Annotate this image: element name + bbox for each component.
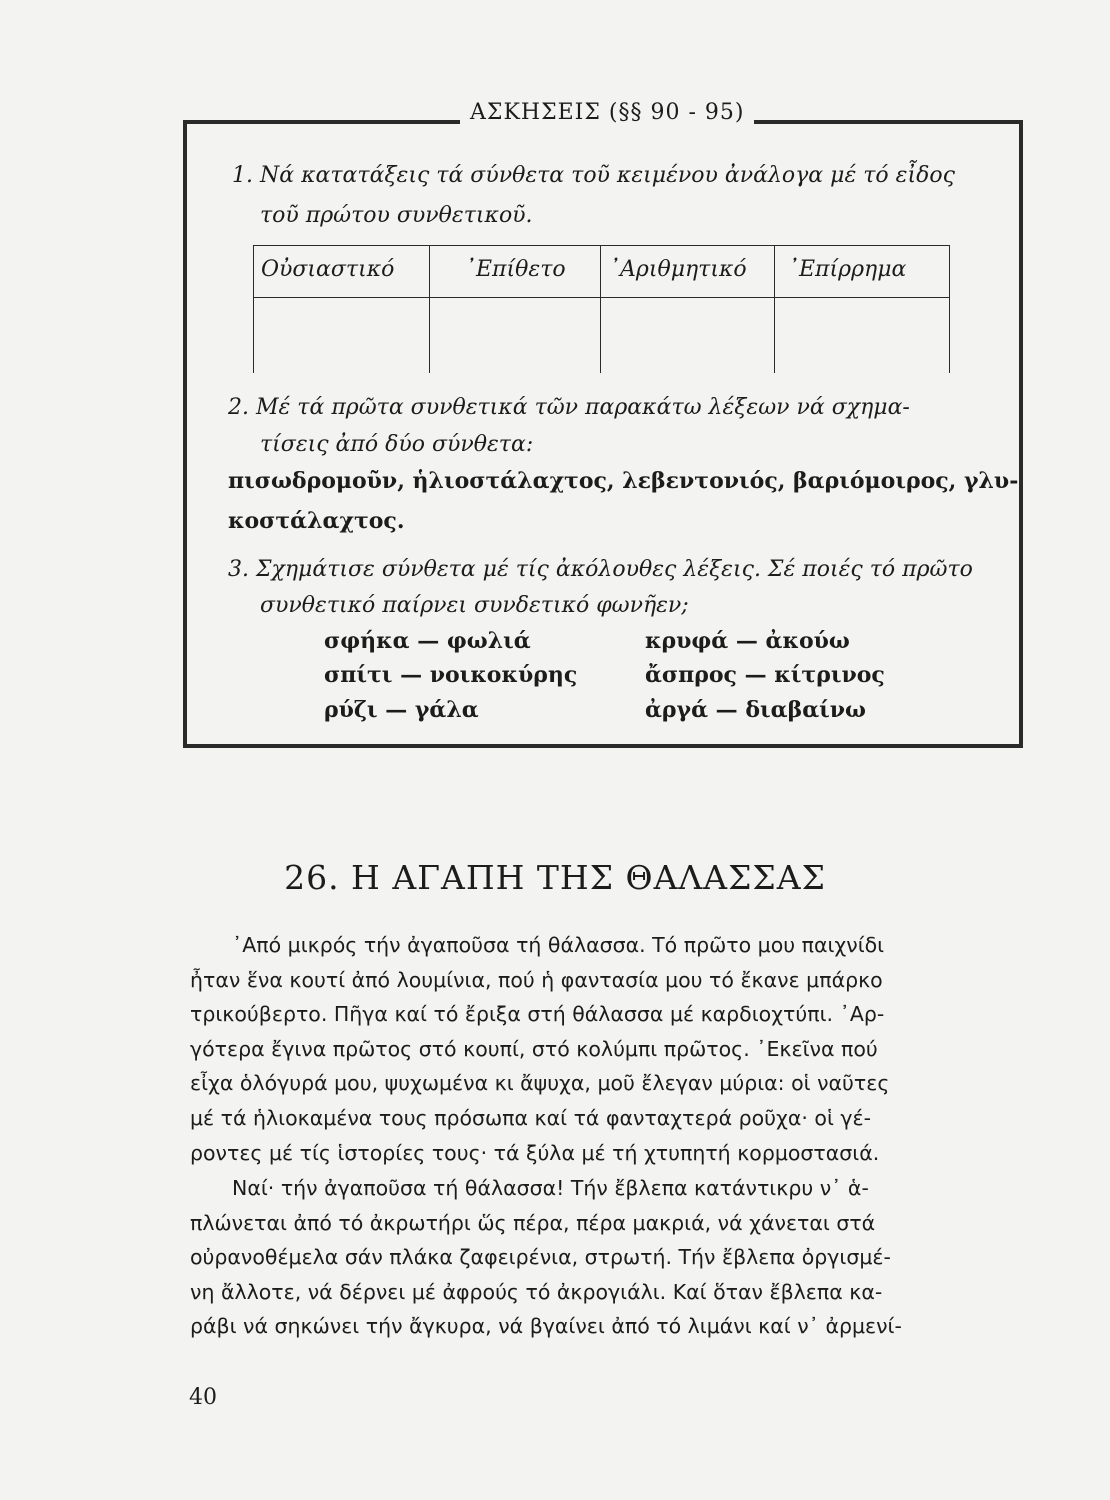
table-header-adjective: ᾿Επίθετο [465,257,566,282]
exercise-3-text: 3. Σχημάτισε σύνθετα μέ τίς ἀκόλουθες λέξεις. Σέ ποιές τό πρῶτο [228,557,973,582]
exercise-1-text-cont: τοῦ πρώτου συνθετικοῦ. [260,203,533,228]
exercises-header: ΑΣΚΗΣΕΙΣ (§§ 90 - 95) [460,100,754,125]
text-line: ἦταν ἕνα κουτί ἀπό λουμίνια, πού ἡ φαντασία μου τό ἔκανε μπάρκο [190,967,883,992]
exercise-2-text-cont: τίσεις ἀπό δύο σύνθετα: [260,432,534,457]
text-line: οὐρανοθέμελα σάν πλάκα ζαφειρένια, στρωτή. Τήν ἔβλεπα ὀργισμέ- [190,1245,891,1270]
text-line: εἶχα ὁλόγυρά μου, ψυχωμένα κι ἄψυχα, μοῦ ἔλεγαν μύρια: οἱ ναῦτες [190,1071,890,1096]
exercise-3-text-cont: συνθετικό παίρνει συνδετικό φωνῆεν; [260,593,689,618]
text-line: πλώνεται ἀπό τό ἀκρωτήρι ὥς πέρα, πέρα μακριά, νά χάνεται στά [190,1210,876,1235]
page-number: 40 [189,1385,217,1410]
word-pair: ἀργά — διαβαίνω [645,697,866,723]
exercise-2-words: πισωδρομοῦν, ἡλιοστάλαχτος, λεβεντονιός, βαριόμοιρος, γλυ- [228,468,1019,494]
exercise-2-words-cont: κοστάλαχτος. [228,508,405,534]
paragraph-1-cont [190,963,1028,1171]
paragraph-2 [232,1171,1070,1206]
word-pair: ρύζι — γάλα [324,697,479,723]
text-line: τρικούβερτο. Πῆγα καί τό ἔριξα στή θάλασσα μέ καρδιοχτύπι. ᾿Αρ- [190,1002,885,1027]
exercise-1-text: 1. Νά κατατάξεις τά σύνθετα τοῦ κειμένου ἀνάλογα μέ τό εἶδος [232,163,955,188]
text-line: ροντες μέ τίς ἱστορίες τους· τά ξύλα μέ τή χτυπητή κορμοστασιά. [190,1140,880,1165]
word-pair: σπίτι — νοικοκύρης [324,662,578,688]
paragraph-2-cont [190,1206,1028,1344]
text-line: γότερα ἔγινα πρῶτος στό κουπί, στό κολύμπι πρῶτος. ᾿Εκεῖνα πού [190,1036,878,1061]
word-pair: ἄσπρος — κίτρινος [645,662,885,688]
text-line: μέ τά ἡλιοκαμένα τους πρόσωπα καί τά φανταχτερά ροῦχα· οἱ γέ- [190,1105,872,1130]
text-line: νη ἄλλοτε, νά δέρνει μέ ἀφρούς τό ἀκρογιάλι. Καί ὅταν ἔβλεπα κα- [190,1279,883,1304]
text-line: ᾿Από μικρός τήν ἀγαποῦσα τή θάλασσα. Τό πρῶτο μου παιχνίδι [232,933,885,957]
word-pair: σφήκα — φωλιά [324,628,531,654]
chapter-title: 26. Η ΑΓΑΠΗ ΤΗΣ ΘΑΛΑΣΣΑΣ [284,858,826,897]
table-header-adverb: ᾿Επίρρημα [788,257,907,282]
table-header-noun: Οὐσιαστικό [261,257,395,282]
word-pair: κρυφά — ἀκούω [645,628,850,654]
table-header-numeral: ᾿Αριθμητικό [609,257,747,282]
text-line: Ναί· τήν ἀγαποῦσα τή θάλασσα! Τήν ἔβλεπα κατάντικρυ ν᾿ ἁ- [232,1176,869,1200]
paragraph-1 [232,928,1070,963]
exercise-2-text: 2. Μέ τά πρῶτα συνθετικά τῶν παρακάτω λέξεων νά σχημα- [228,395,910,420]
text-line: ράβι νά σηκώνει τήν ἄγκυρα, νά βγαίνει ἀπό τό λιμάνι καί ν᾿ ἀρμενί- [190,1314,902,1339]
classification-table [253,245,950,373]
